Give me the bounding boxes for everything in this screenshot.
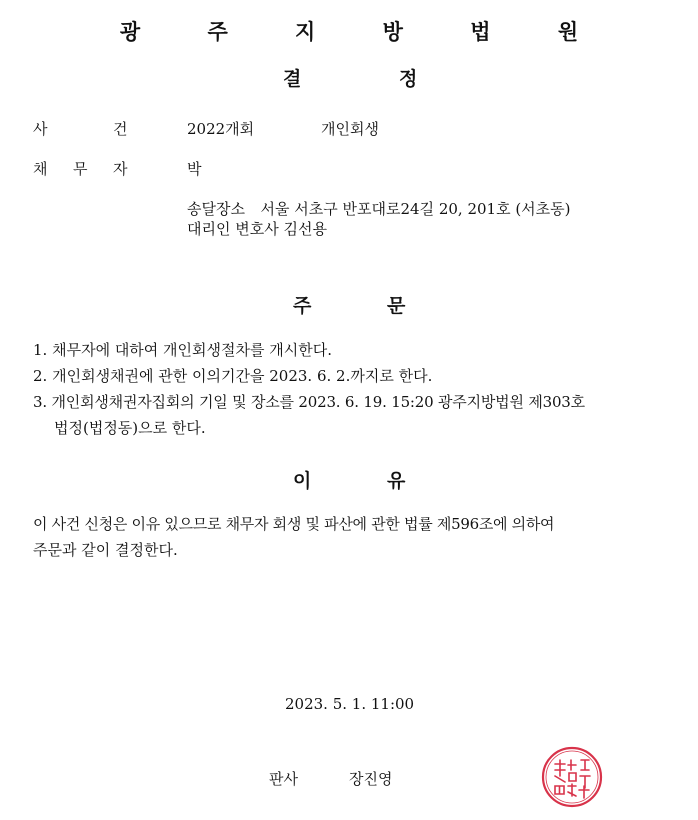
order-item-3-cont: 법정(법정동)으로 한다. xyxy=(54,419,206,437)
judge-name: 장진영 xyxy=(349,770,393,788)
order-heading-left: 주 xyxy=(293,295,312,317)
reason-line-1: 이 사건 신청은 이유 있으므로 채무자 회생 및 파산에 관한 법률 제596조에 의하여 xyxy=(33,515,555,533)
case-number: 2022개회 xyxy=(187,120,255,138)
order-item-text: 개인회생채권자집회의 기일 및 장소를 2023. 6. 19. 15:20 광주지방법원 제303호 xyxy=(51,393,585,411)
judge-label: 판사 xyxy=(269,770,298,788)
order-item-3 xyxy=(33,392,673,412)
reason-line-2: 주문과 같이 결정한다. xyxy=(33,541,178,559)
delivery-label: 송달장소 xyxy=(187,200,245,218)
order-item-2 xyxy=(33,366,432,386)
order-heading-right: 문 xyxy=(387,295,406,317)
doc-type-right: 정 xyxy=(399,68,418,90)
order-item-num: 3. xyxy=(33,393,47,411)
order-item-num: 1. xyxy=(33,341,48,359)
agent: 대리인 변호사 김선용 xyxy=(187,220,327,238)
order-item-1 xyxy=(33,340,332,360)
case-label: 사 건 xyxy=(33,120,128,138)
order-item-text: 채무자에 대하여 개인회생절차를 개시한다. xyxy=(52,341,332,359)
delivery-address: 서울 서초구 반포대로24길 20, 201호 (서초동) xyxy=(260,200,571,218)
debtor-name: 박 xyxy=(187,160,202,178)
case-type: 개인회생 xyxy=(321,120,379,138)
reason-heading-right: 유 xyxy=(387,470,406,492)
debtor-label: 채 무 자 xyxy=(33,160,128,178)
order-item-num: 2. xyxy=(33,367,48,385)
order-item-text: 개인회생채권에 관한 이의기간을 2023. 6. 2.까지로 한다. xyxy=(52,367,433,385)
court-seal-icon xyxy=(541,746,603,808)
delivery-line xyxy=(187,199,571,219)
doc-type-left: 결 xyxy=(283,68,302,90)
reason-heading-left: 이 xyxy=(293,470,312,492)
court-name: 광 주 지 방 법 원 xyxy=(119,20,609,44)
decision-date: 2023. 5. 1. 11:00 xyxy=(285,695,415,713)
